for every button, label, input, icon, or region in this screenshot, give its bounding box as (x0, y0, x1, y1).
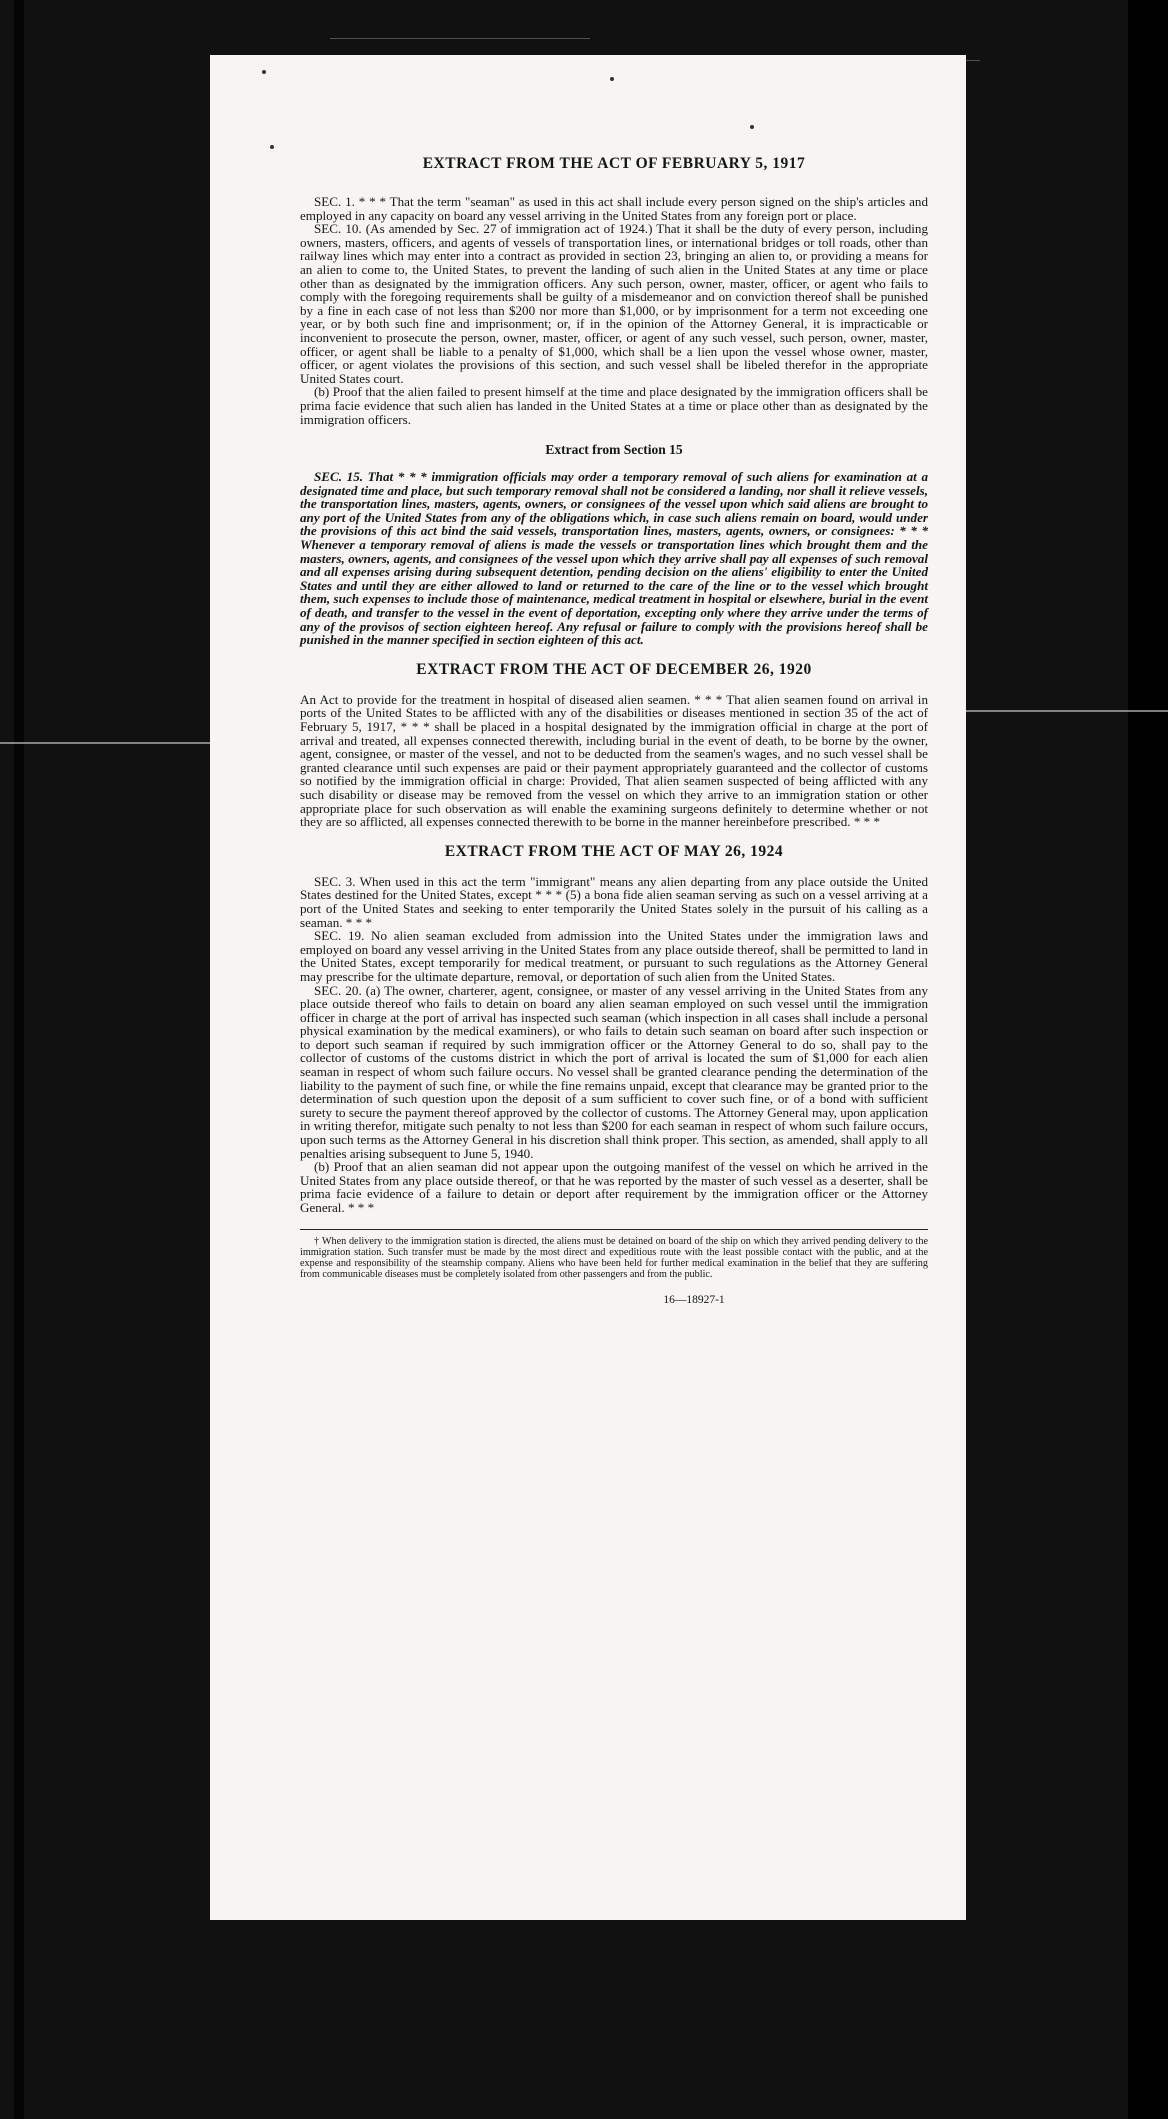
film-edge-right (1128, 0, 1168, 2119)
scan-line (966, 710, 1168, 712)
sec-20a-paragraph: SEC. 20. (a) The owner, charterer, agent, consignee, or master of any vessel arriving in the United States from any place outside thereof who fails to detain on board any alien seaman employed on such vessel until the immigration officer in charge at the port of arrival has inspected such seaman (which inspection in all cases shall include a personal physical examination by the medical examiners), or who fails to detain such seaman on board after such inspection or to deport such seaman if required by such immigration officer or the Attorney General to do so, shall pay to the collector of customs of the customs district in which the port of arrival is located the sum of $1,000 for each alien seaman in respect of whom such failure occurs. No vessel shall be granted clearance pending the determination of the liability to the payment of such fine, or while the fine remains unpaid, except that clearance may be granted prior to the determination of such question upon the deposit of a sum sufficient to cover such fine, or of a bond with sufficient surety to secure the payment thereof approved by the collector of customs. The Attorney General may, upon application in writing therefor, mitigate such penalty to not less than $200 for each seaman in respect of whom such failure occurs, upon such terms as the Attorney General in his discretion shall think proper. This section, as amended, shall apply to all penalties arising subsequent to June 5, 1940. (300, 982, 928, 1161)
sec-1-paragraph: SEC. 1. * * * That the term "seaman" as used in this act shall include every person signed on the ship's articles and employed in any capacity on board any vessel arriving in the United States from any foreign port or place. (300, 194, 928, 223)
scan-line (0, 742, 210, 744)
act-1924-heading: EXTRACT FROM THE ACT OF MAY 26, 1924 (444, 842, 784, 860)
film-speck (750, 125, 754, 129)
section-15-subheading: Extract from Section 15 (545, 442, 683, 458)
sec-3-paragraph: SEC. 3. When used in this act the term "immigrant" means any alien departing from any place outside the United States destined for the United States, except * * * (5) a bona fide alien seaman serving as such on a vessel arriving at a port of the United States and seeking to enter temporarily the United States solely in the pursuit of his calling as a seaman. * * * (300, 873, 928, 930)
act-1917-section (300, 155, 928, 647)
footnote-divider (300, 1229, 928, 1230)
document-page (210, 55, 966, 1920)
film-speck (262, 70, 266, 74)
act-1920-paragraph: An Act to provide for the treatment in hospital of diseased alien seamen. * * * That alien seamen found on arrival in ports of the United States to be afflicted with any of the disabilities or diseases mentioned in section 35 of the act of February 5, 1917, * * * shall be placed in a hospital designated by the immigration official in charge at the port of arrival and treated, all expenses connected therewith, including burial in the event of death, to be borne by the owner, agent, consignee, or master of the vessel, and not to be deducted from the seamen's wages, and no such vessel shall be granted clearance until such expenses are paid or their payment appropriately guaranteed and the collector of customs so notified by the immigration official in charge: Provided, That alien seamen suspected of being afflicted with any such disability or disease may be removed from the vessel on which they arrive to an immigration station or other appropriate place for such observation as will enable the examining surgeons definitely to determine whether or not they are so afflicted, all expenses connected therewith to be borne in the manner hereinbefore prescribed. * * * (300, 691, 928, 830)
film-scratch (330, 38, 590, 39)
form-code: 16—18927-1 (663, 1294, 725, 1307)
film-speck (270, 145, 274, 149)
film-speck (610, 77, 614, 81)
sec-15-paragraph: SEC. 15. That * * * immigration officials may order a temporary removal of such aliens for examination at a designated time and place, but such temporary removal shall not be considered a landing, nor shall it relieve vessels, the transportation lines, masters, agents, owners, or consignees of the vessel upon which said aliens are brought to any port of the United States from any of the obligations which, in case such aliens remain on board, would under the provisions of this act bind the said vessels, transportation lines, masters, agents, owners, or consignees: * * * Whenever a temporary removal of aliens is made the vessels or transportation lines which brought them and the masters, owners, agents, and consignees of the vessel upon which they arrive shall pay all expenses of such removal and all expenses arising during subsequent detention, pending decision on the aliens' eligibility to enter the United States and until they are either allowed to land or returned to the care of the line or to the vessel which brought them, such expenses to include those of maintenance, medical treatment in hospital or elsewhere, burial in the event of death, and transfer to the vessel in the event of deportation, excepting only where they arrive under the terms of any of the provisos of section eighteen hereof. Any refusal or failure to comply with the provisions hereof shall be punished in the manner specified in section eighteen of this act. (300, 469, 928, 648)
sec-10-paragraph: SEC. 10. (As amended by Sec. 27 of immigration act of 1924.) That it shall be the duty of every person, including owners, masters, officers, and agents of vessels of transportation lines, or international bridges or toll roads, other than railway lines which may enter into a contract as provided in section 23, bringing an alien to, or providing a means for an alien to come to, the United States, to prevent the landing of such alien in the United States at any time or place other than as designated by the immigration officers. Any such person, owner, master, officer, or agent who fails to comply with the foregoing requirements shall be guilty of a misdemeanor and on conviction thereof shall be punished by a fine in each case of not less than $200 nor more than $1,000, or by imprisonment for a term not exceeding one year, or by both such fine and imprisonment; or, if in the opinion of the Attorney General, it is impracticable or inconvenient to prosecute the person, owner, master, officer, or agent of any such vessel, such person, owner, master, officer, or agent shall be liable to a penalty of $1,000, which shall be a lien upon the vessel whose owner, master, officer, or agent violates the provisions of this section, and such vessel shall be libeled therefor in the appropriate United States court. (300, 221, 928, 386)
act-1920-section (300, 661, 928, 829)
film-edge-left (14, 0, 24, 2119)
sec-19-paragraph: SEC. 19. No alien seaman excluded from admission into the United States under the immigration laws and employed on board any vessel arriving in the United States from any place outside thereof, shall be permitted to land in the United States, except temporarily for medical treatment, or pursuant to such regulations as the Attorney General may prescribe for the ultimate departure, removal, or deportation of such alien from the United States. (300, 928, 928, 984)
act-1920-heading: EXTRACT FROM THE ACT OF DECEMBER 26, 1920 (416, 660, 812, 678)
sec-20b-paragraph: (b) Proof that an alien seaman did not appear upon the outgoing manifest of the vessel on which he arrived in the United States from any place outside thereof, or that he was reported by the master of such vessel as a deserter, shall be prima facie evidence of a failure to detain or deport after requirement by the immigration officer or the Attorney General. * * * (300, 1159, 928, 1215)
act-1917-heading: EXTRACT FROM THE ACT OF FEBRUARY 5, 1917 (422, 155, 806, 172)
act-1924-section (300, 843, 928, 1215)
footnote: † When delivery to the immigration station is directed, the aliens must be detained on board of the ship on which they arrived pending delivery to the immigration station. Such transfer must be made by the most direct and expeditious route with the least possible contact with the public, and at the expense and responsibility of the steamship company. Aliens who have been held for further medical examination in the belief that they are suffering from communicable diseases must be completely isolated from other passengers and from the public. (300, 1235, 928, 1281)
sec-10b-paragraph: (b) Proof that the alien failed to present himself at the time and place designated by the immigration officers shall be prima facie evidence that such alien has landed in the United States at a time or place other than as designated by the immigration officers. (300, 384, 928, 427)
